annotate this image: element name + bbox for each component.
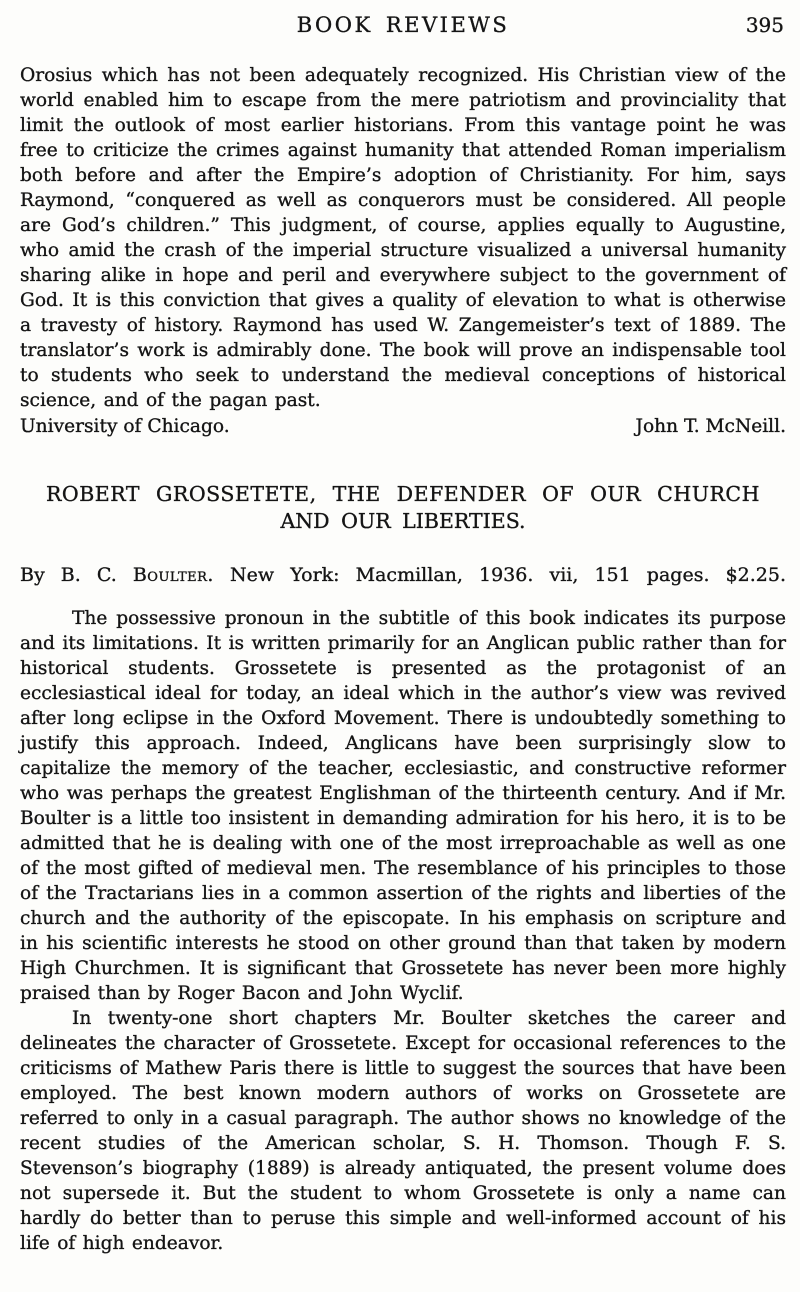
review-boulter-paragraph-1: The possessive pronoun in the subtitle of this book indicates its purpose and its limitations. It is written primarily for an Anglican public rather than for historical students. Grossetete is presented as the protagonist of an ecclesiastical ideal for today, an ideal which in the author’s view was revived after long eclipse in the Oxford Movement. There is undoubtedly something to justify this approach. Indeed, Anglicans have been surprisingly slow to capitalize the memory of the teacher, ecclesiastic, and constructive reformer who was perhaps the greatest Englishman of the thirteenth century. And if Mr. Boulter is a little too insistent in demanding admiration for his hero, it is to be admitted that he is dealing with one of the most irreproachable as well as one of the most gifted of medieval men. The resemblance of his principles to those of the Tractarians lies in a common assertion of the rights and liberties of the church and the authority of the episcopate. In his emphasis on scripture and in his scientific interests he stood on other ground than that taken by modern High Churchmen. It is significant that Grossetete has never been more highly praised than by Roger Bacon and John Wyclif. [20,608,786,1004]
review-boulter-paragraph-2: In twenty-one short chapters Mr. Boulter sketches the career and delineates the character of Grossetete. Except for occasional references to the criticisms of Mathew Paris there is little to suggest the sources that have been employed. The best known modern authors of works on Grossetete are referred to only in a casual paragraph. The author shows no knowledge of the recent studies of the American scholar, S. H. Thomson. Though F. S. Stevenson’s biography (1889) is already antiquated, the present volume does not supersede it. But the student to whom Grossetete is only a name can hardly do better than to peruse this simple and well-informed account of his life of high endeavor. [20,1008,786,1254]
review-title [20,481,786,535]
citation-author: Boulter. [132,564,214,586]
review-boulter [20,481,786,1256]
review-mcneill-paragraph: Orosius which has not been adequately recognized. His Christian view of the world enabled him to escape from the mere patriotism and provinciality that limit the outlook of most earlier historians. From this vantage point he was free to criticize the crimes against humanity that attended Roman imperialism both before and after the Empire’s adoption of Christianity. For him, says Raymond, “conquered as well as conquerors must be considered. All people are God’s children.” This judgment, of course, applies equally to Augustine, who amid the crash of the imperial structure visualized a universal humanity sharing alike in hope and peril and everywhere subject to the government of God. It is this conviction that gives a quality of elevation to what is otherwise a travesty of history. Raymond has used W. Zangemeister’s text of 1889. The translator’s work is admirably done. The book will prove an indispensable tool to students who seek to understand the medieval conceptions of historical science, and of the pagan past. [20,65,786,411]
review-mcneill [20,63,786,439]
running-head-title: BOOK REVIEWS [296,13,510,37]
book-citation [20,563,786,588]
review-title-line2: AND OUR LIBERTIES. [280,509,526,533]
running-head [20,13,786,37]
review-title-line1: ROBERT GROSSETETE, THE DEFENDER OF OUR CHURCH [46,482,760,506]
signature-row [20,414,786,439]
citation-details: New York: Macmillan, 1936. vii, 151 pages. $2.25. [213,564,786,586]
signature-name: John T. McNeill. [635,416,786,437]
signature-institution: University of Chicago. [20,416,230,437]
citation-prefix: By B. C. [20,564,133,586]
page-number: 395 [745,13,784,37]
